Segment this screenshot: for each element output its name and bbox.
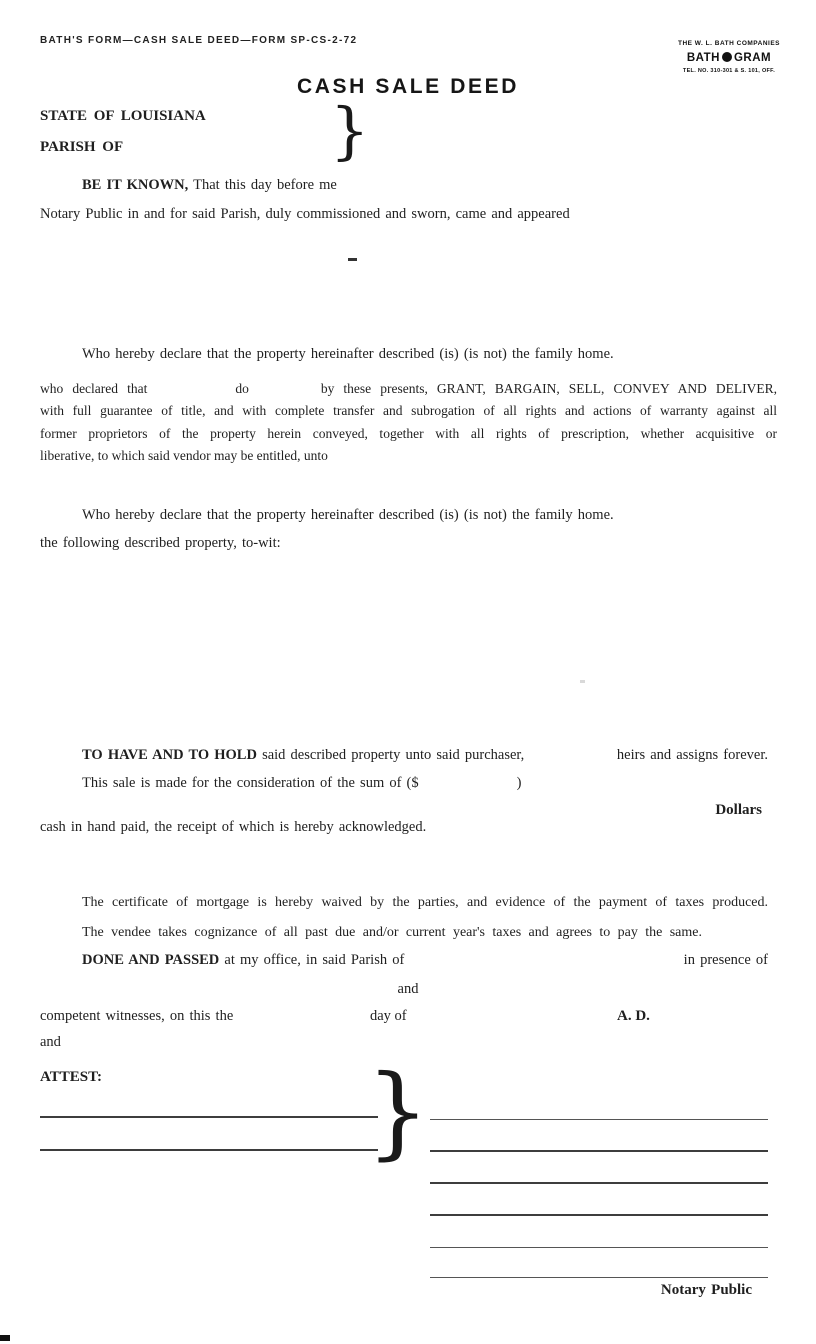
and-left: and — [40, 1034, 61, 1050]
scan-artifact-dash — [348, 258, 357, 261]
parish-line: PARISH OF — [40, 139, 124, 155]
to-have-bold: TO HAVE AND TO HOLD — [82, 747, 257, 763]
witness-signature-line-1 — [40, 1116, 378, 1118]
publisher-name — [676, 51, 782, 65]
publisher-fine-print: TEL. NO. 310-301 & S. 101, OFF. — [682, 67, 776, 74]
venue-brace: } — [330, 94, 370, 167]
done-passed-rest: at my office, in said Parish of — [219, 952, 405, 968]
grant-line-3: former proprietors of the property herein conveyed, together with all rights of prescription, whether acquisitive or — [40, 425, 777, 441]
ad-label: A. D. — [617, 1008, 650, 1024]
grant-line-2: with full guarantee of title, and with complete transfer and subrogation of all rights and actions of warranty against all — [40, 403, 777, 419]
publisher-logo — [676, 40, 782, 74]
party-signature-line-4 — [430, 1214, 768, 1216]
done-passed-bold: DONE AND PASSED — [82, 952, 220, 968]
scan-artifact-corner — [0, 1335, 10, 1341]
to-wit-line: the following described property, to-wit: — [40, 535, 281, 551]
grant-line1-a: who declared that — [40, 381, 148, 396]
done-passed-left — [82, 951, 404, 969]
witnesses-line — [0, 1007, 816, 1027]
consideration-line — [82, 774, 521, 792]
grant-line-4: liberative, to which said vendor may be entitled, unto — [40, 447, 328, 463]
to-have-rest: said described property unto said purchaser, — [256, 747, 525, 763]
publisher-companies-line: THE W. L. BATH COMPANIES — [677, 40, 781, 47]
grant-paragraph — [40, 378, 777, 467]
notary-signature-line — [430, 1277, 768, 1278]
party-signature-line-3 — [430, 1182, 768, 1184]
witnesses-lead: competent witnesses, on this the — [40, 1008, 234, 1024]
and-center: and — [397, 981, 419, 997]
to-have-left — [82, 746, 524, 764]
grant-line-1 — [40, 378, 777, 400]
witness-signature-line-2 — [40, 1149, 378, 1151]
done-and-passed-line — [82, 951, 768, 969]
be-it-known-line — [82, 176, 337, 194]
consideration-open: This sale is made for the consideration of the sum of ($ — [82, 775, 419, 791]
mortgage-certificate-line: The certificate of mortgage is hereby waived by the parties, and evidence of the payment of taxes produced. — [82, 895, 768, 910]
consideration-close: ) — [516, 775, 522, 791]
be-it-known-bold: BE IT KNOWN, — [82, 177, 189, 193]
publisher-name-right: GRAM — [733, 52, 772, 65]
family-home-declaration-2: Who hereby declare that the property hereinafter described (is) (is not) the family home. — [82, 507, 614, 523]
day-of-label: day of — [370, 1008, 407, 1024]
to-have-tail: heirs and assigns forever. — [616, 747, 768, 763]
family-home-declaration-1: Who hereby declare that the property hereinafter described (is) (is not) the family home. — [82, 346, 614, 362]
in-presence-of: in presence of — [683, 952, 768, 968]
state-line: STATE OF LOUISIANA — [40, 108, 206, 124]
to-have-and-hold-line — [82, 746, 768, 764]
notary-appearance-line: Notary Public in and for said Parish, duly commissioned and sworn, came and appeared — [40, 206, 570, 222]
dollars-label: Dollars — [715, 802, 762, 818]
grant-line1-c: by these presents, GRANT, BARGAIN, SELL, CONVEY AND DELIVER, — [320, 381, 777, 396]
attest-brace: } — [366, 1053, 430, 1170]
party-signature-line-2 — [430, 1150, 768, 1152]
party-signature-line-1 — [430, 1119, 768, 1120]
scan-artifact-speck — [580, 680, 585, 683]
party-signature-line-5 — [430, 1247, 768, 1248]
notary-public-label: Notary Public — [660, 1282, 752, 1298]
be-it-known-rest: That this day before me — [188, 177, 337, 193]
attest-label: ATTEST: — [40, 1069, 102, 1085]
form-number: BATH'S FORM—CASH SALE DEED—FORM SP-CS-2-72 — [40, 35, 358, 46]
document-title: CASH SALE DEED — [297, 75, 519, 98]
vendee-taxes-line: The vendee takes cognizance of all past due and/or current year's taxes and agrees to pay the same. — [82, 925, 702, 940]
logo-seal-icon — [722, 52, 732, 62]
publisher-name-left: BATH — [686, 52, 720, 65]
grant-line1-b: do — [235, 381, 249, 396]
cash-in-hand-line: cash in hand paid, the receipt of which is hereby acknowledged. — [40, 819, 427, 835]
